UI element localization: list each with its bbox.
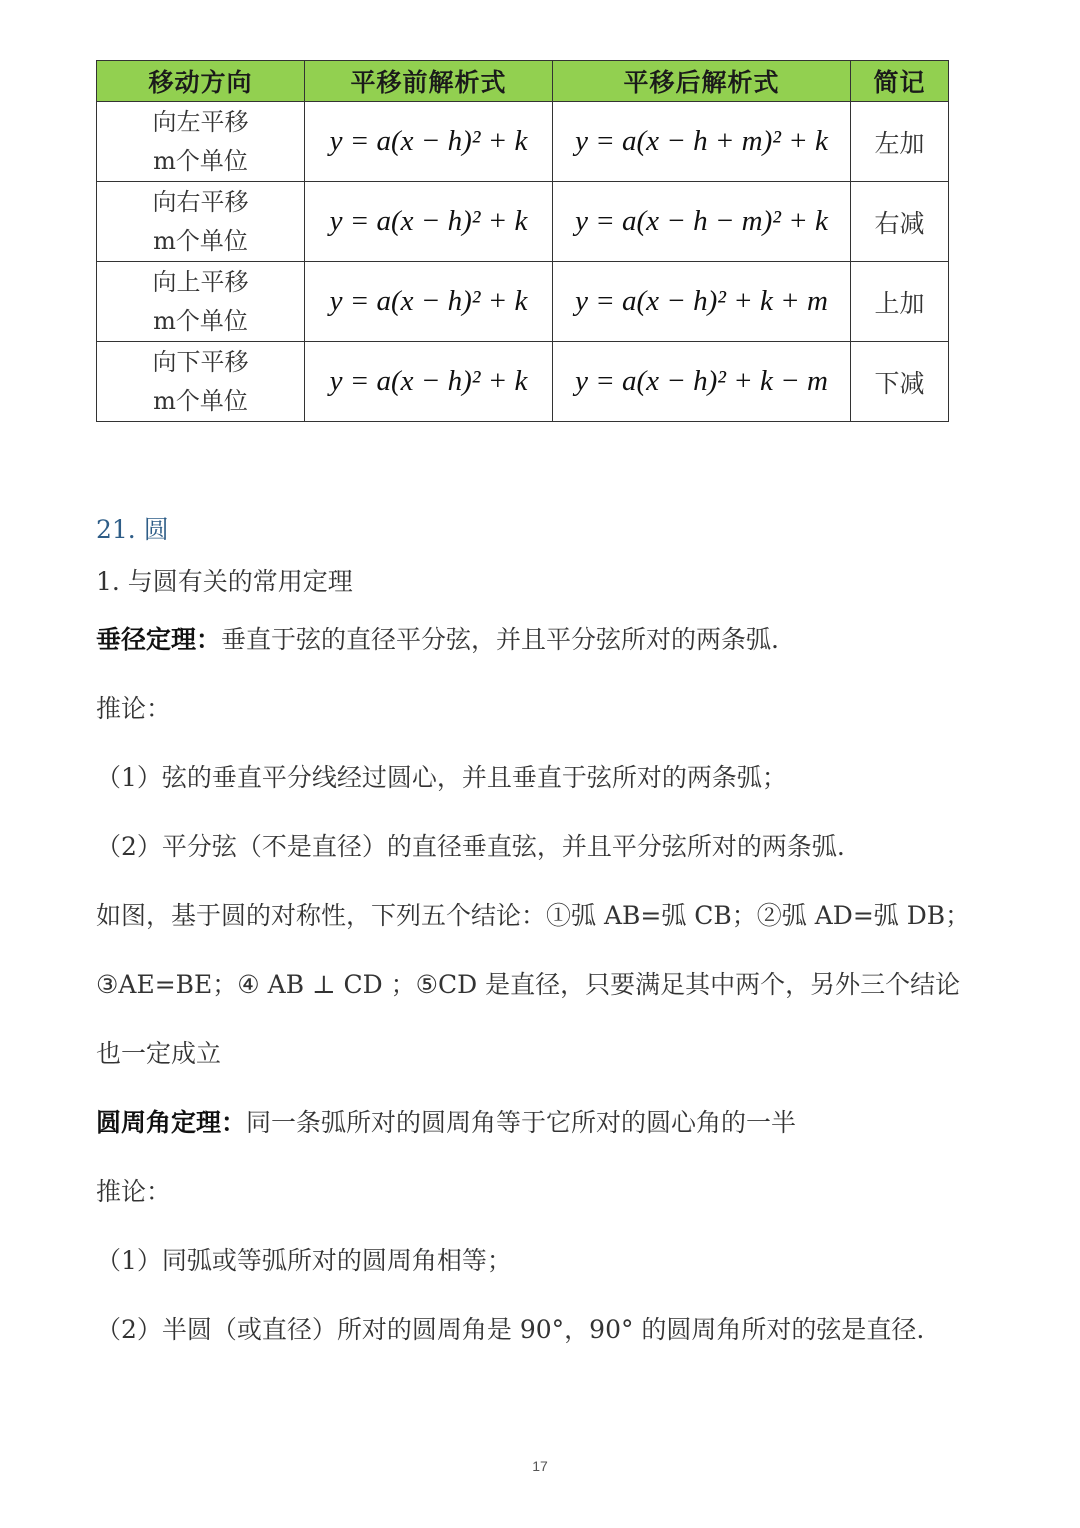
header-after: 平移后解析式 <box>553 61 851 102</box>
direction-cell <box>97 342 305 422</box>
symmetry-text: ③AE=BE；④ AB ⊥ CD ；⑤CD 是直径，只要满足其中两个，另外三个结论 <box>96 970 961 999</box>
direction-text: 向右平移 <box>152 187 249 216</box>
table-row <box>97 342 949 422</box>
inscribed-angle-theorem <box>96 1107 796 1139</box>
formula-after <box>553 262 851 342</box>
unit-text: m个单位 <box>153 386 248 415</box>
corollary-label: 推论： <box>96 1177 172 1206</box>
formula-before-text: y = a(x − h)² + k <box>329 365 528 397</box>
note-text: 右减 <box>874 208 925 238</box>
section-title: 21. 圆 <box>96 515 169 544</box>
formula-after <box>553 182 851 262</box>
formula-after-text: y = a(x − h − m)² + k <box>575 205 828 237</box>
formula-after-text: y = a(x − h)² + k − m <box>575 365 828 397</box>
formula-before-text: y = a(x − h)² + k <box>329 205 528 237</box>
theorem-label: 圆周角定理： <box>96 1108 247 1137</box>
theorem-label: 垂径定理： <box>96 625 222 654</box>
header-direction: 移动方向 <box>97 61 305 102</box>
formula-before <box>305 262 553 342</box>
translation-table <box>96 60 949 422</box>
note-cell <box>851 182 949 262</box>
table-row <box>97 262 949 342</box>
direction-cell <box>97 182 305 262</box>
corollary-item: （1）同弧或等弧所对的圆周角相等； <box>96 1246 512 1275</box>
page-number: 17 <box>532 1458 548 1474</box>
formula-after-text: y = a(x − h)² + k + m <box>575 285 828 317</box>
note-cell <box>851 102 949 182</box>
formula-after <box>553 342 851 422</box>
note-cell <box>851 342 949 422</box>
formula-after <box>553 102 851 182</box>
theorem-text: 同一条弧所对的圆周角等于它所对的圆心角的一半 <box>246 1108 797 1137</box>
unit-text: m个单位 <box>153 146 248 175</box>
perpendicular-diameter-theorem <box>96 624 779 656</box>
table-row <box>97 182 949 262</box>
corollary-item: （2）平分弦（不是直径）的直径垂直弦，并且平分弦所对的两条弧. <box>96 832 845 861</box>
direction-cell <box>97 102 305 182</box>
table-row <box>97 102 949 182</box>
formula-before-text: y = a(x − h)² + k <box>329 125 528 157</box>
symmetry-text: 如图，基于圆的对称性，下列五个结论：①弧 AB=弧 CB；②弧 AD=弧 DB； <box>96 901 971 930</box>
note-text: 上加 <box>874 288 925 318</box>
direction-text: 向左平移 <box>152 107 249 136</box>
note-text: 下减 <box>874 368 925 398</box>
formula-before-text: y = a(x − h)² + k <box>329 285 528 317</box>
formula-after-text: y = a(x − h + m)² + k <box>575 125 828 157</box>
header-note: 简记 <box>851 61 949 102</box>
corollary-label: 推论： <box>96 694 172 723</box>
note-cell <box>851 262 949 342</box>
unit-text: m个单位 <box>153 306 248 335</box>
corollary-item: （2）半圆（或直径）所对的圆周角是 90°，90° 的圆周角所对的弦是直径. <box>96 1315 925 1344</box>
unit-text: m个单位 <box>153 226 248 255</box>
section-subtitle: 1. 与圆有关的常用定理 <box>96 567 353 596</box>
symmetry-text: 也一定成立 <box>96 1039 222 1068</box>
formula-before <box>305 342 553 422</box>
direction-text: 向下平移 <box>152 347 249 376</box>
formula-before <box>305 182 553 262</box>
theorem-text: 垂直于弦的直径平分弦，并且平分弦所对的两条弧. <box>221 625 779 654</box>
direction-text: 向上平移 <box>152 267 249 296</box>
header-before: 平移前解析式 <box>305 61 553 102</box>
table-header-row <box>97 61 949 102</box>
corollary-item: （1）弦的垂直平分线经过圆心，并且垂直于弦所对的两条弧； <box>96 763 787 792</box>
direction-cell <box>97 262 305 342</box>
note-text: 左加 <box>874 128 925 158</box>
formula-before <box>305 102 553 182</box>
